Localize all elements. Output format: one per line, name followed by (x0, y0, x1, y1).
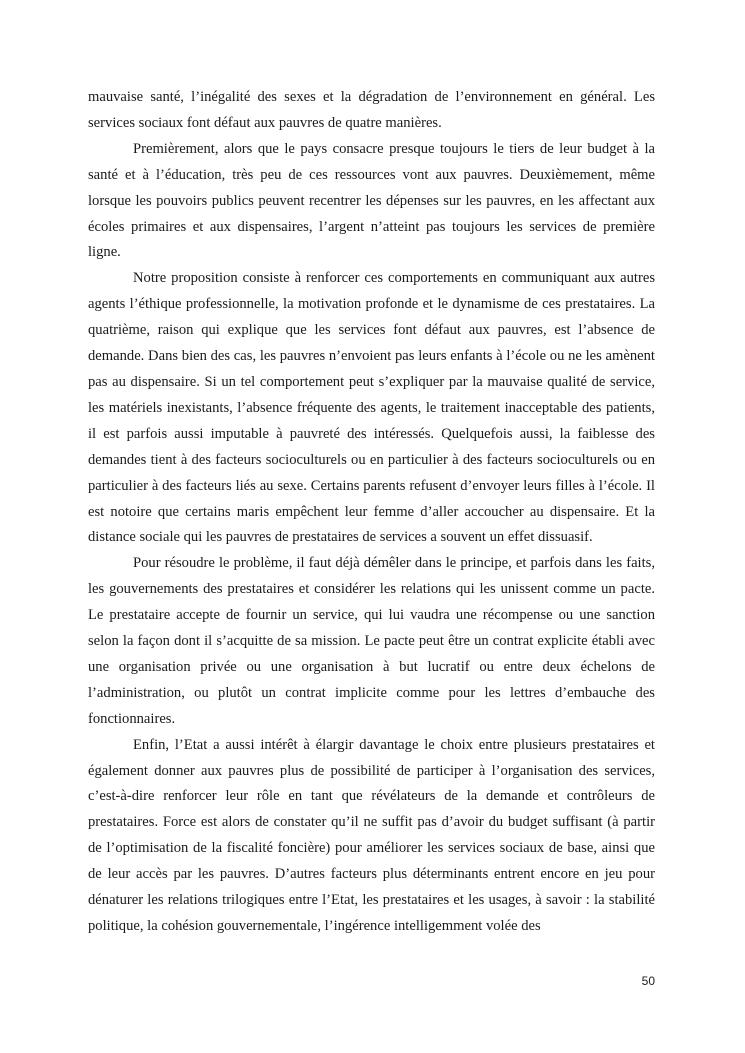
document-body (88, 85, 655, 940)
paragraph-resoudre-probleme: Pour résoudre le problème, il faut déjà démêler dans le principe, et parfois dans les faits, les gouvernements des prestataires et considérer les relations qui les unissent comme un pacte. Le prestataire accepte de fournir un service, qui lui vaudra une récompense ou une sanction selon la façon dont il s’acquitte de sa mission. Le pacte peut être un contrat explicite établi avec une organisation privée ou une organisation à but lucratif ou entre deux échelons de l’administration, ou plutôt un contrat implicite comme pour les lettres d’embauche des fonctionnaires. (88, 555, 655, 727)
paragraph-continuation: mauvaise santé, l’inégalité des sexes et la dégradation de l’environnement en général. Les services sociaux font défaut aux pauvres de quatre manières. (88, 89, 655, 131)
paragraph-proposition: Notre proposition consiste à renforcer ces comportements en communiquant aux autres agents l’éthique professionnelle, la motivation profonde et le dynamisme de ces prestataires. La quatrième, raison qui explique que les services font défaut aux pauvres, est l’absence de demande. Dans bien des cas, les pauvres n’envoient pas leurs enfants à l’école ou ne les amènent pas au dispensaire. Si un tel comportement peut s’expliquer par la mauvaise qualité de service, les matériels inexistants, l’absence fréquente des agents, le traitement inacceptable des patients, il est parfois aussi imputable à pauvreté des intéressés. Quelquefois aussi, la faiblesse des demandes tient à des facteurs socioculturels ou en particulier à des facteurs socioculturels ou en particulier à des facteurs liés au sexe. Certains parents refusent d’envoyer leurs filles à l’école. Il est notoire que certains maris empêchent leur femme d’aller accoucher au dispensaire. Et la distance sociale qui les pauvres de prestataires de services a souvent un effet dissuasif. (88, 270, 655, 546)
page-number: 50 (641, 974, 655, 988)
paragraph-premierement: Premièrement, alors que le pays consacre presque toujours le tiers de leur budget à la santé et à l’éducation, très peu de ces ressources vont aux pauvres. Deuxièmement, même lorsque les pouvoirs publics peuvent recentrer les dépenses sur les pauvres, en les affectant aux écoles primaires et aux dispensaires, l’argent n’atteint pas toujours les services de première ligne. (88, 140, 655, 261)
paragraph-enfin: Enfin, l’Etat a aussi intérêt à élargir davantage le choix entre plusieurs prestataires et également donner aux pauvres plus de possibilité de participer à l’organisation des services, c’est-à-dire renforcer leur rôle en tant que révélateurs de la demande et contrôleurs de prestataires. Force est alors de constater qu’il ne suffit pas d’avoir du budget suffisant (à partir de l’optimisation de la fiscalité foncière) pour améliorer les services sociaux de base, ainsi que de leur accès par les pauvres. D’autres facteurs plus déterminants entrent encore en jeu pour dénaturer les relations trilogiques entre l’Etat, les prestataires et les usages, à savoir : la stabilité politique, la cohésion gouvernementale, l’ingérence intelligemment volée des (88, 736, 655, 934)
